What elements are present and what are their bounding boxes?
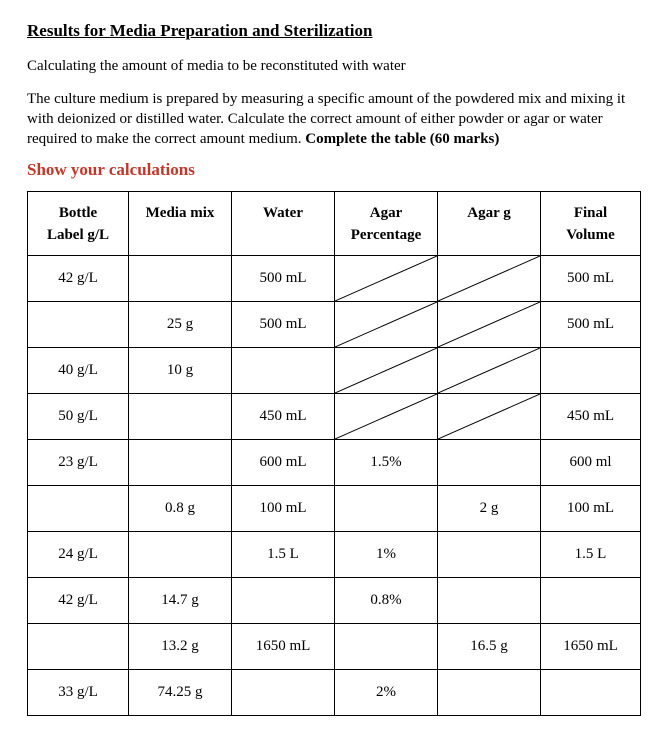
cross-out-line — [335, 348, 437, 393]
cell-bottle — [28, 440, 129, 486]
cell-final — [541, 670, 641, 716]
header-bottle-label — [28, 192, 129, 256]
cell-bottle — [28, 302, 129, 348]
header-bottle-label-line2: Label g/L — [46, 227, 110, 243]
cell-text: 10 g — [166, 362, 194, 378]
cell-final — [541, 440, 641, 486]
cell-water — [232, 302, 335, 348]
cell-bottle — [28, 256, 129, 302]
cell-text: 13.2 g — [161, 638, 199, 654]
instructions-bold: Complete the table (60 marks) — [305, 131, 500, 147]
cell-text: 100 mL — [566, 500, 615, 516]
cell-water — [232, 256, 335, 302]
header-final-volume — [541, 192, 641, 256]
table-row — [28, 440, 641, 486]
cross-out-line — [335, 256, 437, 301]
cell-agar-g-crossed — [438, 256, 541, 302]
table-row — [28, 486, 641, 532]
cell-agar-g — [438, 578, 541, 624]
cell-media — [129, 440, 232, 486]
header-row — [28, 192, 641, 256]
cell-text: 1% — [376, 546, 396, 562]
cell-agar-pct-crossed — [335, 394, 438, 440]
cross-out-line — [335, 302, 437, 347]
subtitle: Calculating the amount of media to be reconstituted with water — [27, 58, 406, 74]
cell-final — [541, 348, 641, 394]
header-agar-g-text: Agar g — [467, 205, 511, 221]
table-row — [28, 670, 641, 716]
cell-water — [232, 670, 335, 716]
cell-text: 1650 mL — [255, 638, 311, 654]
cell-text: 2% — [376, 684, 396, 700]
cell-agar-pct — [335, 532, 438, 578]
header-agar-percentage — [335, 192, 438, 256]
header-media-mix-text: Media mix — [145, 205, 215, 221]
cell-text: 1.5 L — [574, 546, 607, 562]
cell-text: 600 mL — [259, 454, 307, 470]
cell-agar-g — [438, 440, 541, 486]
cross-out-line — [438, 348, 540, 393]
cell-water — [232, 532, 335, 578]
cell-text: 40 g/L — [58, 362, 98, 378]
cell-water — [232, 440, 335, 486]
cell-final — [541, 624, 641, 670]
cell-agar-g — [438, 624, 541, 670]
cell-final — [541, 394, 641, 440]
cell-agar-pct — [335, 624, 438, 670]
cell-text: 1.5% — [370, 454, 402, 470]
cell-agar-g — [438, 532, 541, 578]
cell-text: 450 mL — [566, 408, 615, 424]
cell-media — [129, 532, 232, 578]
cell-media — [129, 348, 232, 394]
cell-media — [129, 256, 232, 302]
cell-media — [129, 394, 232, 440]
cell-text: 2 g — [479, 500, 499, 516]
table-row — [28, 624, 641, 670]
cell-text: 42 g/L — [58, 592, 98, 608]
cell-text: 33 g/L — [58, 684, 98, 700]
page-heading: Results for Media Preparation and Sterilization — [27, 21, 373, 40]
cell-text: 24 g/L — [58, 546, 98, 562]
header-agar-g — [438, 192, 541, 256]
table-row — [28, 532, 641, 578]
cell-agar-g — [438, 486, 541, 532]
cell-agar-pct-crossed — [335, 348, 438, 394]
header-bottle-label-line1: Bottle — [58, 205, 98, 221]
header-agar-percentage-line1: Agar — [369, 205, 403, 221]
cross-out-line — [438, 394, 540, 439]
cell-text: 25 g — [166, 316, 194, 332]
cell-agar-pct — [335, 486, 438, 532]
cell-agar-pct-crossed — [335, 256, 438, 302]
cell-water — [232, 578, 335, 624]
cell-text: 16.5 g — [470, 638, 508, 654]
table-row — [28, 302, 641, 348]
cell-final — [541, 256, 641, 302]
cell-media — [129, 624, 232, 670]
table-row — [28, 394, 641, 440]
cell-text: 500 mL — [259, 316, 307, 332]
cell-text: 500 mL — [566, 316, 615, 332]
cross-out-line — [438, 302, 540, 347]
cell-final — [541, 532, 641, 578]
header-final-volume-line2: Volume — [566, 227, 615, 243]
cell-text: 100 mL — [259, 500, 307, 516]
cell-bottle — [28, 394, 129, 440]
cell-bottle — [28, 578, 129, 624]
cell-agar-g-crossed — [438, 394, 541, 440]
cell-water — [232, 348, 335, 394]
header-final-volume-line1: Final — [573, 205, 608, 221]
cell-water — [232, 394, 335, 440]
header-water — [232, 192, 335, 256]
cell-text: 0.8% — [370, 592, 402, 608]
results-table — [27, 191, 641, 716]
cell-water — [232, 486, 335, 532]
header-media-mix — [129, 192, 232, 256]
cross-out-line — [438, 256, 540, 301]
cross-out-line — [335, 394, 437, 439]
cell-text: 450 mL — [259, 408, 307, 424]
cell-agar-g-crossed — [438, 348, 541, 394]
cell-bottle — [28, 532, 129, 578]
cell-agar-pct — [335, 578, 438, 624]
cell-text: 74.25 g — [157, 684, 203, 700]
cell-final — [541, 302, 641, 348]
cell-bottle — [28, 486, 129, 532]
cell-text: 500 mL — [259, 270, 307, 286]
cell-text: 500 mL — [566, 270, 615, 286]
cell-agar-g — [438, 670, 541, 716]
cell-final — [541, 578, 641, 624]
header-water-text: Water — [263, 205, 303, 221]
table-row — [28, 256, 641, 302]
cell-agar-pct-crossed — [335, 302, 438, 348]
cell-agar-pct — [335, 670, 438, 716]
table-row — [28, 578, 641, 624]
cell-bottle — [28, 670, 129, 716]
cell-media — [129, 670, 232, 716]
cell-agar-g-crossed — [438, 302, 541, 348]
instructions-text: The culture medium is prepared by measuring a specific amount of the powdered mix and mixing it with deionized or distilled water. Calculate the correct amount of either powder or agar or water required to make the correct amount medium. — [27, 91, 626, 147]
cell-final — [541, 486, 641, 532]
cell-bottle — [28, 624, 129, 670]
cell-media — [129, 578, 232, 624]
cell-bottle — [28, 348, 129, 394]
table-row — [28, 348, 641, 394]
cell-text: 1.5 L — [267, 546, 299, 562]
cell-text: 42 g/L — [58, 270, 98, 286]
cell-text: 14.7 g — [161, 592, 199, 608]
header-agar-percentage-line2: Percentage — [350, 227, 422, 243]
cell-media — [129, 486, 232, 532]
cell-water — [232, 624, 335, 670]
show-calculations: Show your calculations — [27, 160, 195, 179]
cell-media — [129, 302, 232, 348]
cell-agar-pct — [335, 440, 438, 486]
cell-text: 0.8 g — [165, 500, 195, 516]
cell-text: 1650 mL — [563, 638, 618, 654]
cell-text: 600 ml — [569, 454, 612, 470]
instructions-paragraph — [27, 89, 652, 149]
cell-text: 50 g/L — [58, 408, 98, 424]
cell-text: 23 g/L — [58, 454, 98, 470]
